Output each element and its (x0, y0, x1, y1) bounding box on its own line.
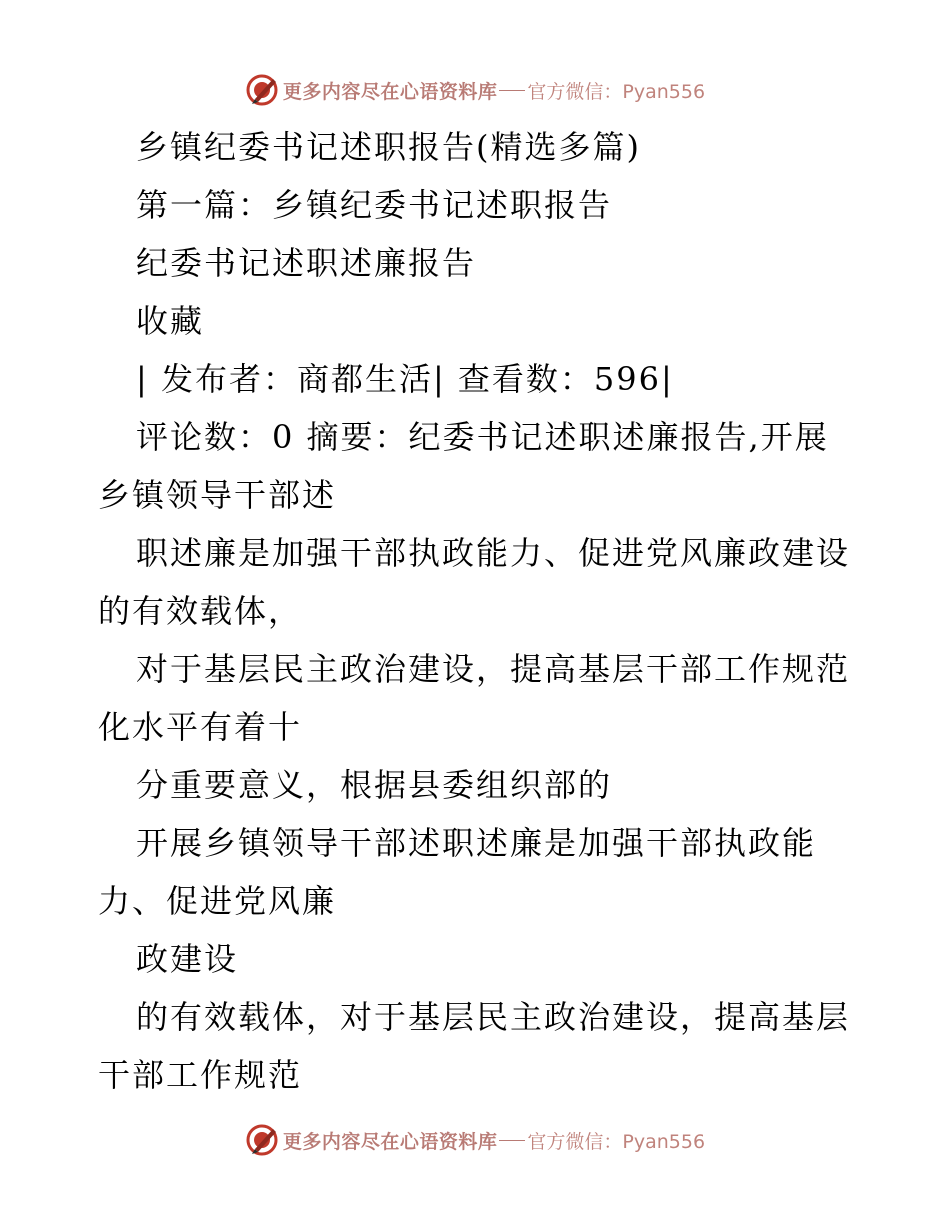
pen-logo-icon (245, 73, 279, 107)
banner-slogan: 更多内容尽在心语资料库 (282, 1130, 498, 1153)
header-watermark-banner (0, 70, 950, 110)
article-title: 纪委书记述职述廉报告 (136, 244, 477, 282)
banner-dash (499, 1140, 525, 1141)
banner-dash (499, 90, 525, 91)
paragraph-line: 评论数：0 摘要：纪委书记述职述廉报告,开展 (136, 418, 829, 456)
doc-title: 乡镇纪委书记述职报告(精选多篇) (136, 128, 641, 166)
section-heading: 第一篇：乡镇纪委书记述职报告 (136, 186, 613, 224)
footer-watermark-banner (0, 1120, 950, 1160)
paragraph-line: 对于基层民主政治建设，提高基层干部工作规范 (136, 650, 851, 688)
paragraph-line: 开展乡镇领导干部述职述廉是加强干部执政能 (136, 824, 817, 862)
paragraph-line: 的有效载体，对于基层民主政治建设，提高基层 (136, 998, 851, 1036)
paragraph-line: 干部工作规范 (98, 1056, 303, 1094)
favorite-label: 收藏 (136, 302, 205, 340)
banner-slogan: 更多内容尽在心语资料库 (282, 80, 498, 103)
document-body (98, 118, 858, 1104)
publisher-meta: | 发布者：商都生活| 查看数：596| (136, 360, 674, 398)
paragraph-line: 职述廉是加强干部执政能力、促进党风廉政建设 (136, 534, 851, 572)
paragraph-line: 力、促进党风廉 (98, 882, 337, 920)
paragraph-line: 化水平有着十 (98, 708, 303, 746)
paragraph-line: 政建设 (136, 940, 239, 978)
paragraph-line: 的有效载体， (98, 592, 303, 630)
paragraph-line: 乡镇领导干部述 (98, 476, 337, 514)
banner-wechat-id: 官方微信：Pyan556 (527, 1130, 706, 1153)
pen-logo-icon (245, 1123, 279, 1157)
paragraph-line: 分重要意义，根据县委组织部的 (136, 766, 613, 804)
banner-wechat-id: 官方微信：Pyan556 (527, 80, 706, 103)
